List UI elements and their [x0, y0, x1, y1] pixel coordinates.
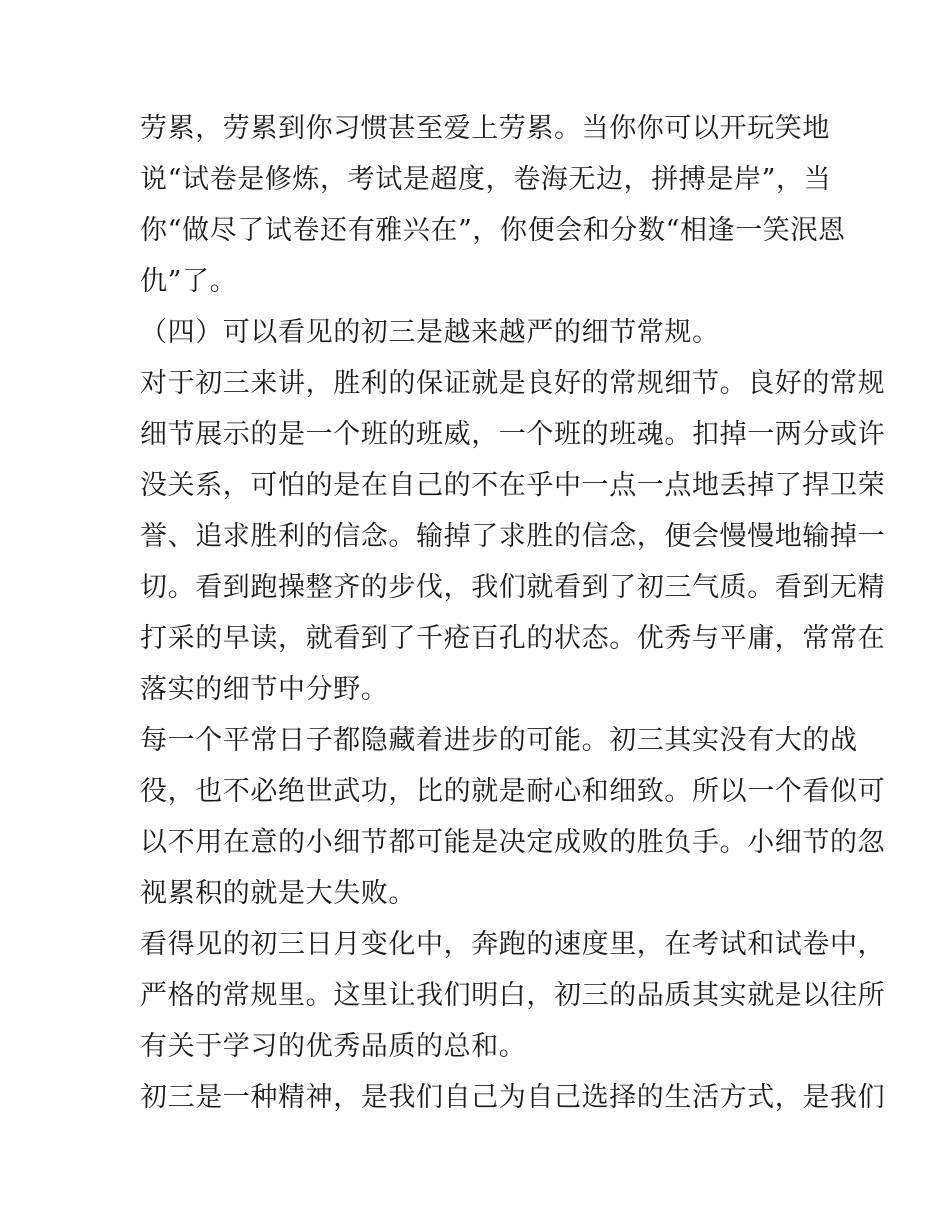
text-line: 每一个平常日子都隐藏着进步的可能。初三其实没有大的战	[140, 725, 858, 756]
text-line: 初三是一种精神，是我们自己为自己选择的生活方式，是我们	[140, 1082, 886, 1113]
text-line: 仇”了。	[140, 266, 238, 297]
text-line: 没关系，可怕的是在自己的不在乎中一点一点地丢掉了捍卫荣	[140, 470, 886, 501]
text-line: 以不用在意的小细节都可能是决定成败的胜负手。小细节的忽	[140, 827, 886, 858]
text-line: 严格的常规里。这里让我们明白，初三的品质其实就是以往所	[140, 980, 886, 1011]
text-line: 打采的早读，就看到了千疮百孔的状态。优秀与平庸，常常在	[140, 623, 886, 654]
text-line: 细节展示的是一个班的班威，一个班的班魂。扣掉一两分或许	[140, 419, 886, 450]
text-line: 视累积的就是大失败。	[140, 878, 416, 909]
section-heading: （四）可以看见的初三是越来越严的细节常规。	[140, 317, 720, 348]
text-line: 落实的细节中分野。	[140, 674, 389, 705]
text-line: 说“试卷是修炼，考试是超度，卷海无边，拼搏是岸”，当	[140, 164, 832, 195]
text-line: 誉、追求胜利的信念。输掉了求胜的信念，便会慢慢地输掉一	[140, 521, 886, 552]
text-line: 役，也不必绝世武功，比的就是耐心和细致。所以一个看似可	[140, 776, 886, 807]
text-line: 看得见的初三日月变化中，奔跑的速度里，在考试和试卷中，	[140, 929, 886, 960]
text-line: 切。看到跑操整齐的步伐，我们就看到了初三气质。看到无精	[140, 572, 886, 603]
text-line: 劳累，劳累到你习惯甚至爱上劳累。当你你可以开玩笑地	[140, 113, 830, 144]
text-line: 有关于学习的优秀品质的总和。	[140, 1031, 527, 1062]
text-line: 对于初三来讲，胜利的保证就是良好的常规细节。良好的常规	[140, 368, 886, 399]
text-line: 你“做尽了试卷还有雅兴在”，你便会和分数“相逢一笑泯恩	[140, 215, 846, 246]
